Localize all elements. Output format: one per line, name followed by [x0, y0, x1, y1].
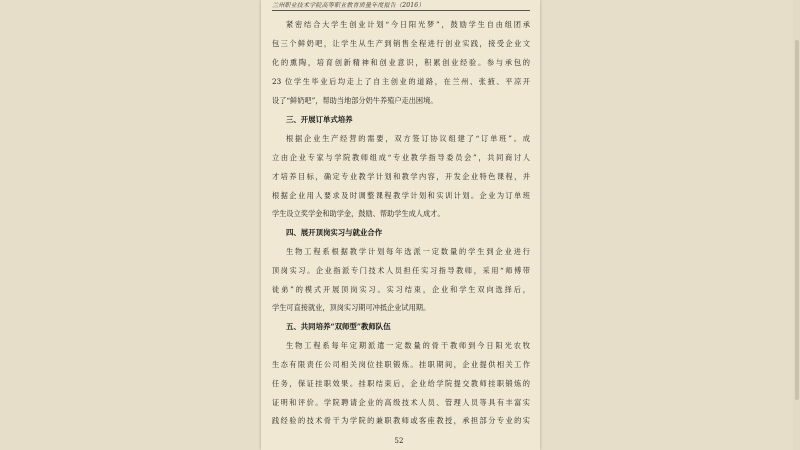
vertical-scrollbar[interactable]	[793, 0, 800, 450]
text-line: 包三个鲜奶吧，让学生从生产到销售全程进行创业实践，接受企业文	[272, 39, 530, 48]
header-rule	[272, 10, 530, 11]
text-line: 紧密结合大学生创业计划“今日阳光梦”，鼓励学生自由组团承	[286, 20, 530, 29]
text-line: 学生设立奖学金和助学金，鼓励、帮助学生成人成才。	[272, 209, 445, 218]
text-line: 设了“鲜奶吧”，帮助当地部分奶牛养殖户走出困境。	[272, 96, 438, 105]
text-line: 根据企业用人要求及时调整课程教学计划和实训计划。企业为订单班	[272, 191, 530, 200]
text-line: 23 位学生毕业后均走上了自主创业的道路，在兰州、张掖、平凉开	[272, 77, 530, 86]
running-header: 兰州职业技术学院高等职业教育质量年度报告（2016）	[272, 2, 425, 9]
text-line: 根据企业生产经营的需要，双方签订协议组建了“订单班”。成	[286, 134, 530, 143]
text-line: 才培养目标，确定专业教学计划和教学内容，开发企业特色课程，并	[272, 172, 530, 181]
text-line: 证明和评价。学院聘请企业的高级技术人员、管理人员等具有丰富实	[272, 398, 530, 407]
text-line: 学生可直接就业，顶岗实习期可冲抵企业试用期。	[272, 303, 431, 312]
section-heading: 四、展开顶岗实习与就业合作	[286, 228, 383, 237]
page-number: 52	[394, 437, 404, 445]
text-line: 践经验的技术骨干为学院的兼职教师或客座教授，承担部分专业的实	[272, 416, 530, 425]
text-line: 立由企业专家与学院教师组成“专业教学指导委员会”，共同商讨人	[272, 153, 530, 162]
text-line: 生态有限责任公司相关岗位挂职锻炼。挂职期间，企业提供相关工作	[272, 360, 530, 369]
text-line: 顶岗实习。企业指派专门技术人员担任实习指导教师，采用“师傅带	[272, 266, 530, 275]
scrollbar-thumb[interactable]	[795, 40, 799, 400]
text-line: 徒弟”的模式开展顶岗实习。实习结束，企业和学生双向选择后，	[272, 285, 530, 294]
text-line: 任务，保证挂职效果。挂职结束后，企业给学院提交教师挂职锻炼的	[272, 379, 530, 388]
text-line: 生物工程系根据教学计划每年选派一定数量的学生到企业进行	[286, 247, 530, 256]
text-line: 生物工程系每年定期派遣一定数量的骨干教师到今日阳光农牧	[286, 341, 530, 350]
section-heading: 五、共同培养“双师型”教师队伍	[286, 322, 391, 331]
text-line: 化的熏陶，培育创新精神和创业意识，积累创业经验。参与承包的	[272, 58, 530, 67]
section-heading: 三、开展订单式培养	[286, 115, 353, 124]
